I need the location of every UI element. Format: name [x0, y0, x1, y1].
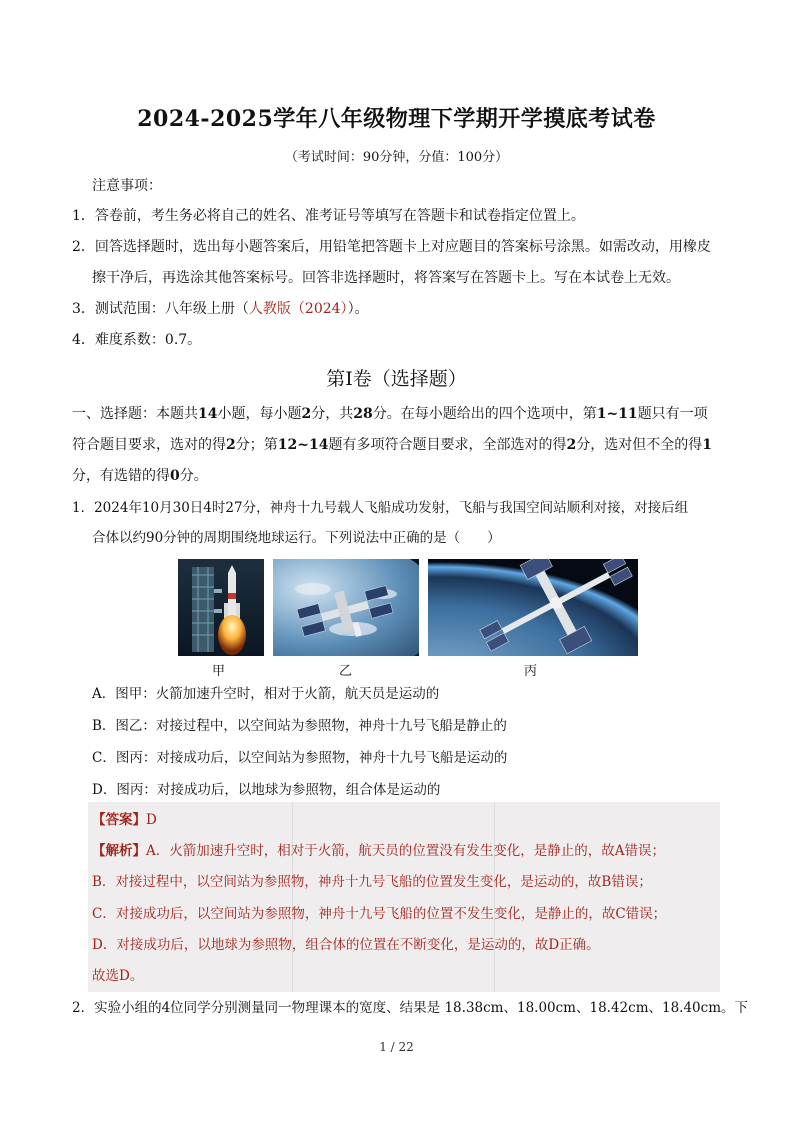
figure-rocket-launch [178, 559, 264, 656]
note-item-3-suffix: ）。 [347, 301, 369, 317]
intro-num: 2 [301, 406, 312, 422]
answer-value: D [146, 812, 157, 828]
notes-heading: 注意事项： [92, 178, 162, 194]
section-intro-line3 [72, 466, 208, 486]
analysis-line1 [92, 841, 665, 861]
section-intro-line1 [72, 404, 708, 424]
textbook-version: 人教版（2024） [248, 301, 348, 317]
analysis-line3: C．对接成功后，以空间站为参照物，神舟十九号飞船的位置不发生变化，是静止的，故C错误； [92, 906, 667, 922]
page-number: 1 / 22 [379, 1040, 414, 1054]
section-intro-line2 [72, 435, 712, 455]
intro-text: 分，有选错的得 [72, 468, 170, 484]
note-item-2-line2: 擦干净后，再选涂其他答案标号。回答非选择题时，将答案写在答题卡上。写在本试卷上无效。 [92, 270, 680, 286]
answer-label: 【答案】 [92, 812, 146, 828]
note-item-1: 1．答卷前，考生务必将自己的姓名、准考证号等填写在答题卡和试卷指定位置上。 [72, 208, 585, 224]
divider [292, 802, 293, 992]
figure-caption-jia: 甲 [212, 664, 226, 679]
figure-caption-yi: 乙 [339, 664, 353, 679]
intro-num: 2 [566, 437, 577, 453]
note-item-4: 4．难度系数：0.7。 [72, 332, 202, 348]
intro-text: 分；第 [235, 437, 278, 453]
intro-text: 分。在每小题给出的四个选项中，第 [372, 406, 597, 422]
intro-text: 符合题目要求，选对的得 [72, 437, 226, 453]
docking-image [273, 559, 419, 656]
intro-text: 题有多项符合题目要求，全部选对的得 [328, 437, 567, 453]
analysis-text: A．火箭加速升空时，相对于火箭，航天员的位置没有发生变化，是静止的，故A错误； [146, 843, 665, 859]
intro-num: 28 [353, 406, 373, 422]
option-d: D．图丙：对接成功后，以地球为参照物，组合体是运动的 [92, 782, 441, 798]
analysis-line2: B．对接过程中，以空间站为参照物，神舟十九号飞船的位置发生变化，是运动的，故B错误； [92, 874, 652, 890]
figure-orbit [428, 559, 638, 656]
figure-docking [273, 559, 419, 656]
page-title: 2024-2025学年八年级物理下学期开学摸底考试卷 [137, 106, 656, 132]
intro-num: 1 [702, 437, 712, 453]
intro-num: 14 [198, 406, 218, 422]
intro-text: 分。 [179, 468, 208, 484]
intro-text: 分，选对但不全的得 [576, 437, 703, 453]
intro-num: 0 [170, 468, 180, 484]
option-b: B．图乙：对接过程中，以空间站为参照物，神舟十九号飞船是静止的 [92, 718, 507, 734]
intro-text: 题只有一项 [637, 406, 708, 422]
note-item-2-line1: 2．回答选择题时，选出每小题答案后，用铅笔把答题卡上对应题目的答案标号涂黑。如需改动，用橡皮 [72, 239, 711, 255]
intro-num: 12~14 [277, 437, 329, 453]
answer-panel [88, 802, 720, 992]
note-item-3-prefix: 3．测试范围：八年级上册（ [72, 301, 249, 317]
analysis-label: 【解析】 [92, 843, 146, 859]
option-a: A．图甲：火箭加速升空时，相对于火箭，航天员是运动的 [92, 686, 440, 702]
exam-info: （考试时间：90分钟，分值：100分） [284, 150, 509, 165]
question-1-stem-line1: 1．2024年10月30日4时27分，神舟十九号载人飞船成功发射，飞船与我国空间站顺利对接，对接后组 [72, 500, 689, 516]
question-1-stem-line2: 合体以约90分钟的周期围绕地球运行。下列说法中正确的是（ ） [92, 530, 501, 546]
note-item-3 [72, 299, 369, 319]
intro-text: 一、选择题：本题共 [72, 406, 198, 422]
intro-num: 2 [226, 437, 236, 453]
section-title: 第Ⅰ卷（选择题） [326, 368, 467, 390]
rocket-launch-image [178, 559, 264, 656]
figure-caption-bing: 丙 [524, 664, 538, 679]
intro-text: 小题，每小题 [217, 406, 302, 422]
intro-text: 分，共 [311, 406, 354, 422]
intro-num: 1~11 [596, 406, 638, 422]
divider [494, 802, 495, 992]
orbit-image [428, 559, 638, 656]
question-2-stem-line1: 2．实验小组的4位同学分别测量同一物理课本的宽度、结果是 18.38cm、18.00cm、18.42cm、18.40cm。下 [72, 1000, 749, 1016]
answer-line [92, 810, 157, 830]
analysis-line4: D．对接成功后，以地球为参照物，组合体的位置在不断变化，是运动的，故D正确。 [92, 937, 600, 953]
option-c: C．图丙：对接成功后，以空间站为参照物，神舟十九号飞船是运动的 [92, 750, 508, 766]
analysis-line5: 故选D。 [92, 968, 144, 984]
